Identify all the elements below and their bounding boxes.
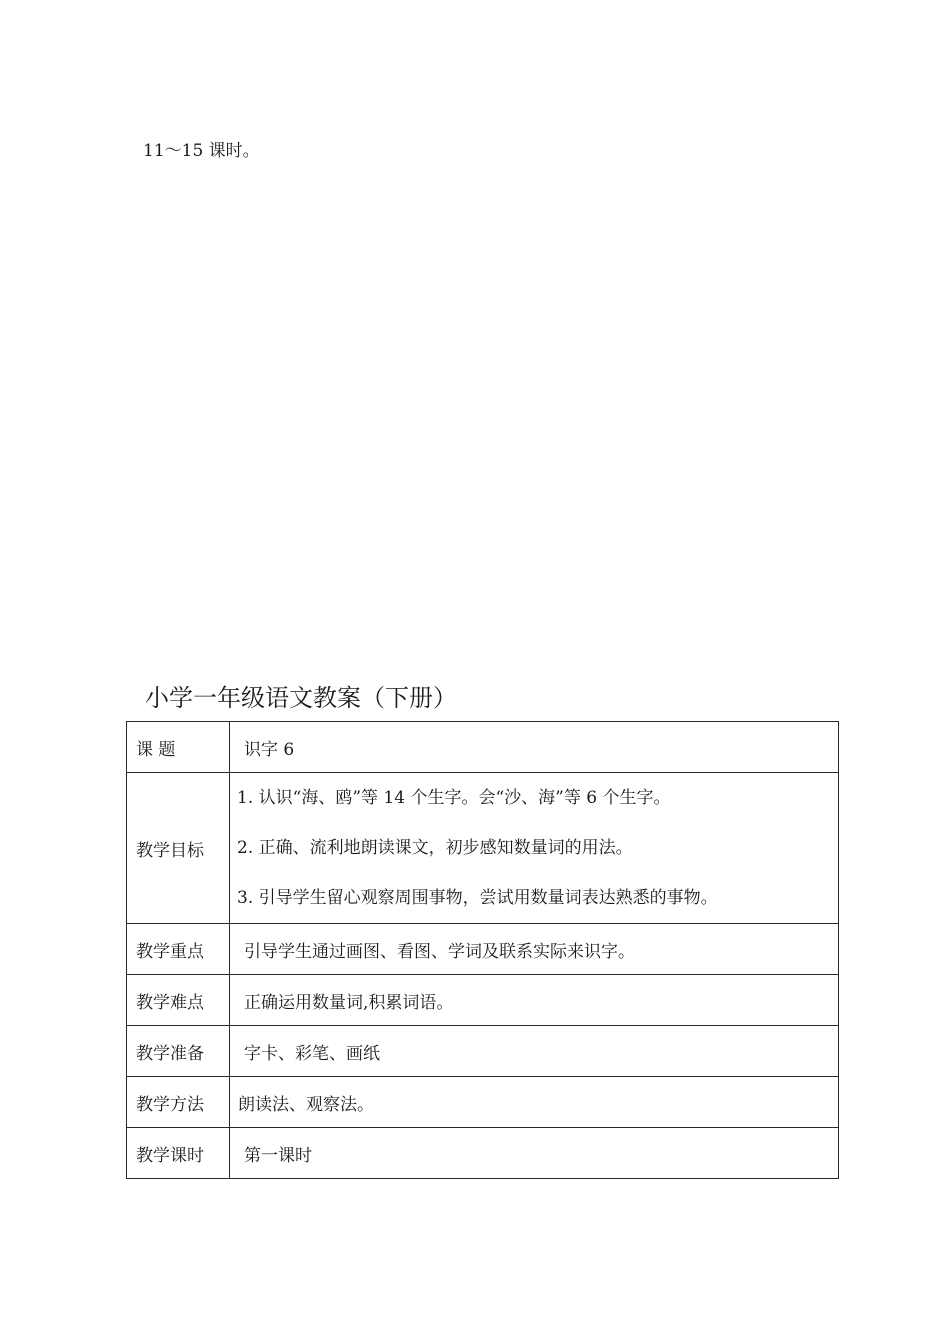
methods-value: 朗读法、观察法。 (230, 1077, 839, 1128)
goal-item-1: 1. 认识“海、鸥”等 14 个生字。会“沙、海”等 6 个生字。 (237, 788, 671, 808)
preparation-value: 字卡、彩笔、画纸 (230, 1026, 839, 1077)
goal-item-2: 2. 正确、流利地朗读课文，初步感知数量词的用法。 (237, 838, 633, 858)
goal-item-3: 3. 引导学生留心观察周围事物，尝试用数量词表达熟悉的事物。 (237, 888, 718, 908)
table-row-key-points (127, 924, 839, 975)
key-points-label: 教学重点 (127, 924, 230, 975)
periods-value: 第一课时 (230, 1128, 839, 1179)
difficulties-value: 正确运用数量词,积累词语。 (230, 975, 839, 1026)
lesson-plan-table (126, 721, 839, 1179)
preparation-label: 教学准备 (127, 1026, 230, 1077)
key-points-value: 引导学生通过画图、看图、学词及联系实际来识字。 (230, 924, 839, 975)
table-row-methods (127, 1077, 839, 1128)
goals-label: 教学目标 (127, 773, 230, 924)
periods-label: 教学课时 (127, 1128, 230, 1179)
goals-list (230, 773, 838, 923)
top-note: 11～15 课时。 (143, 141, 260, 161)
difficulties-label: 教学难点 (127, 975, 230, 1026)
goals-cell (230, 773, 839, 924)
table-row-topic (127, 722, 839, 773)
table-row-periods (127, 1128, 839, 1179)
document-title: 小学一年级语文教案（下册） (145, 684, 457, 712)
table-row-goals (127, 773, 839, 924)
topic-value: 识字 6 (230, 722, 839, 773)
topic-label: 课 题 (127, 722, 230, 773)
table-row-difficulties (127, 975, 839, 1026)
methods-label: 教学方法 (127, 1077, 230, 1128)
table-row-preparation (127, 1026, 839, 1077)
